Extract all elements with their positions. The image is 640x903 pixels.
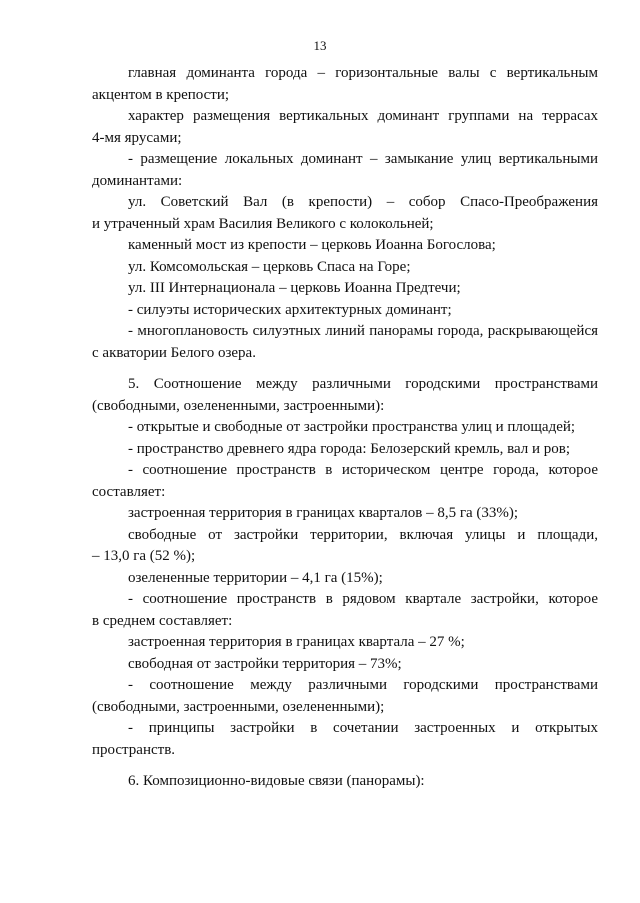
text-line: (свободными, озелененными, застроенными):	[92, 397, 385, 414]
text-line: в среднем составляет:	[92, 612, 233, 629]
text-line: - соотношение пространств в историческом центре города, которое	[128, 462, 598, 478]
text-line: застроенная территория в границах квартала – 27 %;	[128, 634, 465, 650]
page-number: 13	[313, 38, 327, 53]
text-line: главная доминанта города – горизонтальные валы с вертикальным	[128, 65, 598, 81]
text-line: (свободными, застроенными, озелененными);	[92, 698, 385, 715]
text-line: характер размещения вертикальных доминант группами на террасах	[128, 108, 598, 124]
text-line: ул. Советский Вал (в крепости) – собор Спасо-Преображения	[128, 194, 598, 210]
text-line: доминантами:	[92, 172, 183, 189]
text-line: озелененные территории – 4,1 га (15%);	[128, 569, 383, 586]
text-line: застроенная территория в границах кварталов – 8,5 га (33%);	[128, 505, 519, 521]
section-heading: 6. Композиционно-видовые связи (панорамы):	[128, 773, 425, 789]
text-line: - соотношение пространств в рядовом квартале застройки, которое	[128, 591, 598, 607]
text-line: пространств.	[92, 741, 176, 758]
text-line: свободные от застройки территории, включая улицы и площади,	[128, 526, 598, 543]
text-line: каменный мост из крепости – церковь Иоанна Богослова;	[128, 237, 496, 253]
text-line: ул. Комсомольская – церковь Спаса на Горе;	[128, 258, 411, 275]
text-line: - соотношение между различными городскими пространствами	[128, 677, 598, 693]
text-line: ул. III Интернационала – церковь Иоанна Предтечи;	[128, 280, 461, 296]
text-line: акцентом в крепости;	[92, 86, 230, 103]
text-line: - открытые и свободные от застройки пространства улиц и площадей;	[128, 419, 576, 435]
text-line: и утраченный храм Василия Великого с колокольней;	[92, 215, 434, 232]
text-line: - размещение локальных доминант – замыкание улиц вертикальными	[128, 151, 598, 167]
text-line: свободная от застройки территория – 73%;	[128, 655, 402, 672]
text-line: 4-мя ярусами;	[92, 129, 182, 146]
text-line: - многоплановость силуэтных линий панорамы города, раскрывающейся	[128, 323, 598, 339]
text-line: с акватории Белого озера.	[92, 344, 256, 361]
section-heading: 5. Соотношение между различными городскими пространствами	[128, 376, 598, 392]
text-line: - пространство древнего ядра города: Белозерский кремль, вал и ров;	[128, 440, 571, 457]
document-body	[92, 63, 598, 793]
text-line: – 13,0 га (52 %);	[92, 548, 196, 564]
text-line: - силуэты исторических архитектурных доминант;	[128, 301, 452, 318]
text-line: составляет:	[92, 483, 166, 500]
text-line: - принципы застройки в сочетании застроенных и открытых	[128, 720, 598, 736]
